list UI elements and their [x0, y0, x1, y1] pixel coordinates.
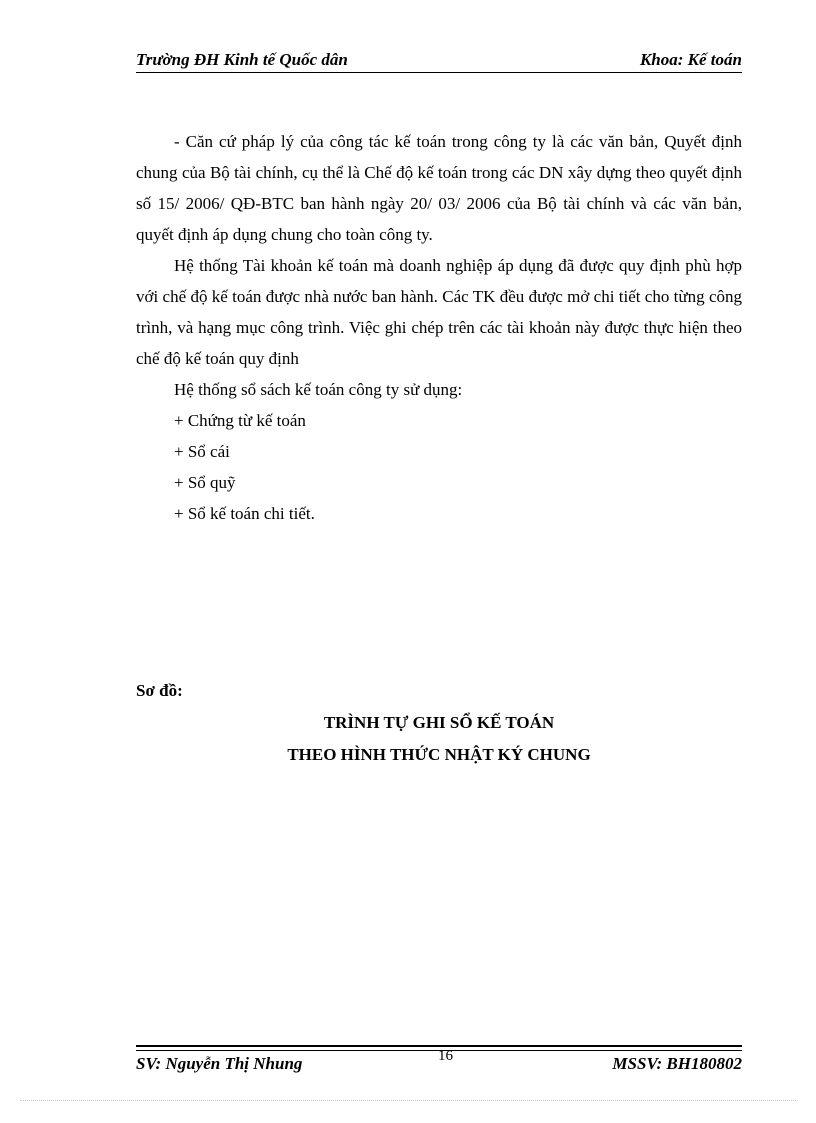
- diagram-label: Sơ đồ:: [136, 681, 183, 700]
- footer-student-id: MSSV: BH180802: [612, 1054, 742, 1073]
- page-footer: [136, 1048, 742, 1076]
- header-university: Trường ĐH Kinh tế Quốc dân: [136, 50, 348, 69]
- page-number: 16: [438, 1048, 453, 1064]
- page-edge-divider: [20, 1100, 796, 1101]
- body-text: [136, 126, 742, 529]
- diagram-title-line2: THEO HÌNH THỨC NHẬT KÝ CHUNG: [287, 745, 591, 764]
- footer-rule: [136, 1045, 742, 1047]
- list-item: + Sổ quỹ: [174, 473, 236, 492]
- paragraph-book-system: Hệ thống sổ sách kế toán công ty sử dụng:: [174, 380, 463, 399]
- header-faculty: Khoa: Kế toán: [639, 50, 742, 69]
- diagram-title-line1: TRÌNH TỰ GHI SỔ KẾ TOÁN: [323, 713, 555, 732]
- list-item: + Sổ cái: [174, 442, 230, 461]
- paragraph-account-system: Hệ thống Tài khoản kế toán mà doanh nghiệp áp dụng đã được quy định phù hợp với chế độ kế toán được nhà nước ban hành. Các TK đều được mở chi tiết cho từng công trình, và hạng mục công trình. Việc ghi chép trên các tài khoản này được thực hiện theo chế độ kế toán quy định: [136, 256, 742, 368]
- list-item: + Chứng từ kế toán: [174, 411, 306, 430]
- header-rule: [136, 72, 742, 73]
- list-item: + Sổ kế toán chi tiết.: [174, 504, 315, 523]
- page-header: [136, 48, 742, 72]
- footer-student-name: SV: Nguyễn Thị Nhung: [136, 1054, 303, 1073]
- paragraph-legal-basis: - Căn cứ pháp lý của công tác kế toán trong công ty là các văn bản, Quyết định chung của Bộ tài chính, cụ thể là Chế độ kế toán trong các DN xây dựng theo quyết định số 15/ 2006/ QĐ-BTC ban hành ngày 20/ 03/ 2006 của Bộ tài chính và các văn bản, quyết định áp dụng chung cho toàn công ty.: [136, 132, 742, 244]
